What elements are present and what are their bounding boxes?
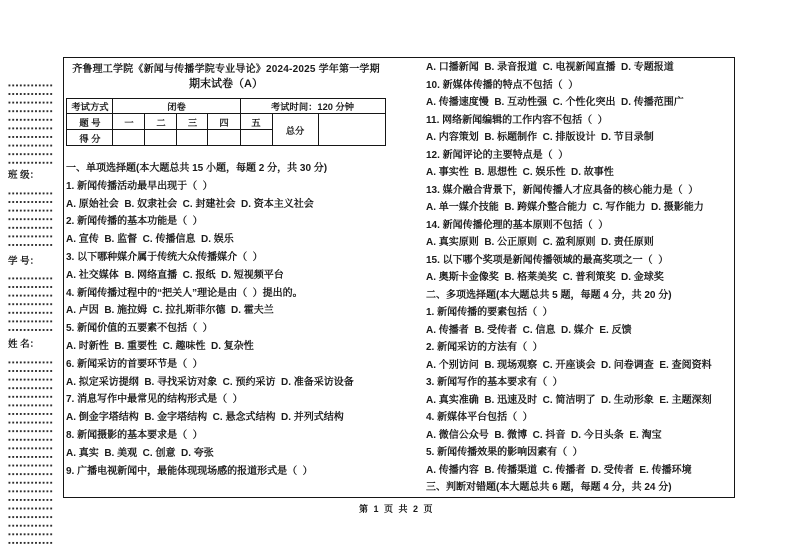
question-line: 8. 新闻摄影的基本要求是（ ）: [66, 429, 203, 441]
option-line: A. 社交媒体 B. 网络直播 C. 报纸 D. 短视频平台: [66, 269, 284, 281]
option-line: A. 倒金字塔结构 B. 金字塔结构 C. 悬念式结构 D. 并列式结构: [66, 412, 344, 424]
right-question-list: [426, 58, 738, 497]
question-line: 6. 新闻采访的首要环节是（ ）: [66, 358, 203, 370]
option-line: A. 卢因 B. 施拉姆 C. 拉扎斯菲尔德 D. 霍夫兰: [66, 305, 274, 317]
option-line: A. 内容策划 B. 标题制作 C. 排版设计 D. 节目录制: [426, 132, 654, 143]
option-line: A. 微信公众号 B. 微博 C. 抖音 D. 今日头条 E. 淘宝: [426, 429, 662, 441]
exam-method-value: 闭卷: [113, 99, 240, 114]
option-line: A. 真实准确 B. 迅速及时 C. 简洁明了 D. 生动形象 E. 主题深刻: [426, 394, 712, 406]
question-line: 5. 新闻价值的五要素不包括（ ）: [66, 323, 213, 335]
question-line: 7. 消息写作中最常见的结构形式是（ ）: [66, 394, 243, 406]
option-line: A. 传播速度慢 B. 互动性强 C. 个性化突出 D. 传播范围广: [426, 97, 684, 108]
question-line: 3. 新闻写作的基本要求有（ ）: [426, 377, 563, 388]
question-line: 4. 新媒体平台包括（ ）: [426, 412, 533, 423]
option-line: A. 真实原则 B. 公正原则 C. 盈利原则 D. 责任原则: [426, 237, 654, 248]
score-cell: [113, 130, 145, 146]
question-line: 13. 媒介融合背景下，新闻传播人才应具备的核心能力是（ ）: [426, 184, 699, 196]
student-id-label: 学 号：: [8, 256, 40, 267]
exam-method-label: 考试方式: [67, 99, 113, 114]
option-line: A. 传播者 B. 受传者 C. 信息 D. 媒介 E. 反馈: [426, 324, 632, 336]
binding-dotted-line: [8, 84, 53, 168]
section-heading: 一、单项选择题(本大题总共 15 小题，每题 2 分，共 30 分): [66, 163, 328, 174]
question-line: 5. 新闻传播效果的影响因素有（ ）: [426, 447, 583, 458]
option-line: A. 原始社会 B. 奴隶社会 C. 封建社会 D. 资本主义社会: [66, 198, 314, 210]
score-row-label: 得 分: [67, 130, 113, 146]
total-score-label: 总分: [272, 114, 318, 146]
question-line: 1. 新闻传播的要素包括（ ）: [426, 307, 553, 318]
question-number: 一: [113, 114, 145, 130]
question-line: 12. 新闻评论的主要特点是（ ）: [426, 149, 569, 161]
question-line: 2. 新闻传播的基本功能是（ ）: [66, 216, 203, 228]
question-number: 四: [208, 114, 240, 130]
exam-content-frame: [63, 57, 735, 498]
question-row-label: 题 号: [67, 114, 113, 130]
option-line: A. 传播内容 B. 传播渠道 C. 传播者 D. 受传者 E. 传播环境: [426, 464, 692, 476]
question-line: 15. 以下哪个奖项是新闻传播领域的最高奖项之一（ ）: [426, 254, 669, 266]
question-line: 2. 新闻采访的方法有（ ）: [426, 342, 543, 353]
question-number: 三: [177, 114, 208, 130]
left-column: [66, 60, 386, 480]
score-cell: [145, 130, 177, 146]
binding-dotted-line: [8, 361, 53, 545]
section-heading: 三、判断对错题(本大题总共 6 题，每题 4 分，共 24 分): [426, 482, 672, 493]
question-line: 11. 网络新闻编辑的工作内容不包括（ ）: [426, 114, 608, 126]
score-cell: [177, 130, 208, 146]
binding-dotted-line: [8, 192, 53, 252]
question-number: 二: [145, 114, 177, 130]
option-line: A. 单一媒介技能 B. 跨媒介整合能力 C. 写作能力 D. 摄影能力: [426, 202, 704, 213]
score-summary-table: [66, 98, 385, 146]
question-line: 9. 广播电视新闻中，最能体现现场感的报道形式是（ ）: [66, 465, 313, 477]
question-number: 五: [240, 114, 272, 130]
option-line: A. 宣传 B. 监督 C. 传播信息 D. 娱乐: [66, 234, 234, 246]
question-line: 4. 新闻传播过程中的“把关人”理论是由（ ）提出的。: [66, 287, 303, 299]
option-line: A. 时新性 B. 重要性 C. 趣味性 D. 复杂性: [66, 340, 254, 352]
question-line: 10. 新媒体传播的特点不包括（ ）: [426, 79, 579, 91]
option-line: A. 拟定采访提纲 B. 寻找采访对象 C. 预约采访 D. 准备采访设备: [66, 376, 354, 388]
section-heading: 二、多项选择题(本大题总共 5 题，每题 4 分，共 20 分): [426, 289, 672, 301]
page-number: 第 1 页 共 2 页: [358, 504, 434, 514]
exam-title-line1: 齐鲁理工学院《新闻与传播学院专业导论》2024-2025 学年第一学期: [72, 64, 380, 75]
question-line: 1. 新闻传播活动最早出现于（ ）: [66, 180, 213, 192]
option-line: A. 奥斯卡金像奖 B. 格莱美奖 C. 普利策奖 D. 金球奖: [426, 272, 664, 283]
exam-title-line2: 期末试卷（A）: [189, 78, 263, 90]
total-score-cell: [318, 114, 385, 146]
option-line: A. 个别访问 B. 现场观察 C. 开座谈会 D. 问卷调查 E. 查阅资料: [426, 359, 712, 371]
option-line: A. 真实 B. 美观 C. 创意 D. 夸张: [66, 447, 214, 459]
score-cell: [208, 130, 240, 146]
option-line: A. 事实性 B. 思想性 C. 娱乐性 D. 故事性: [426, 167, 614, 178]
score-cell: [240, 130, 272, 146]
class-label: 班 级：: [8, 170, 40, 181]
question-line: 14. 新闻传播伦理的基本原则不包括（ ）: [426, 219, 609, 231]
binding-dotted-line: [8, 277, 53, 337]
option-line: A. 口播新闻 B. 录音报道 C. 电视新闻直播 D. 专题报道: [426, 62, 674, 73]
question-line: 3. 以下哪种媒介属于传统大众传播媒介（ ）: [66, 251, 263, 263]
name-label: 姓 名：: [8, 339, 40, 350]
left-question-list: [66, 160, 386, 480]
exam-time: 考试时间：120 分钟: [240, 99, 385, 114]
